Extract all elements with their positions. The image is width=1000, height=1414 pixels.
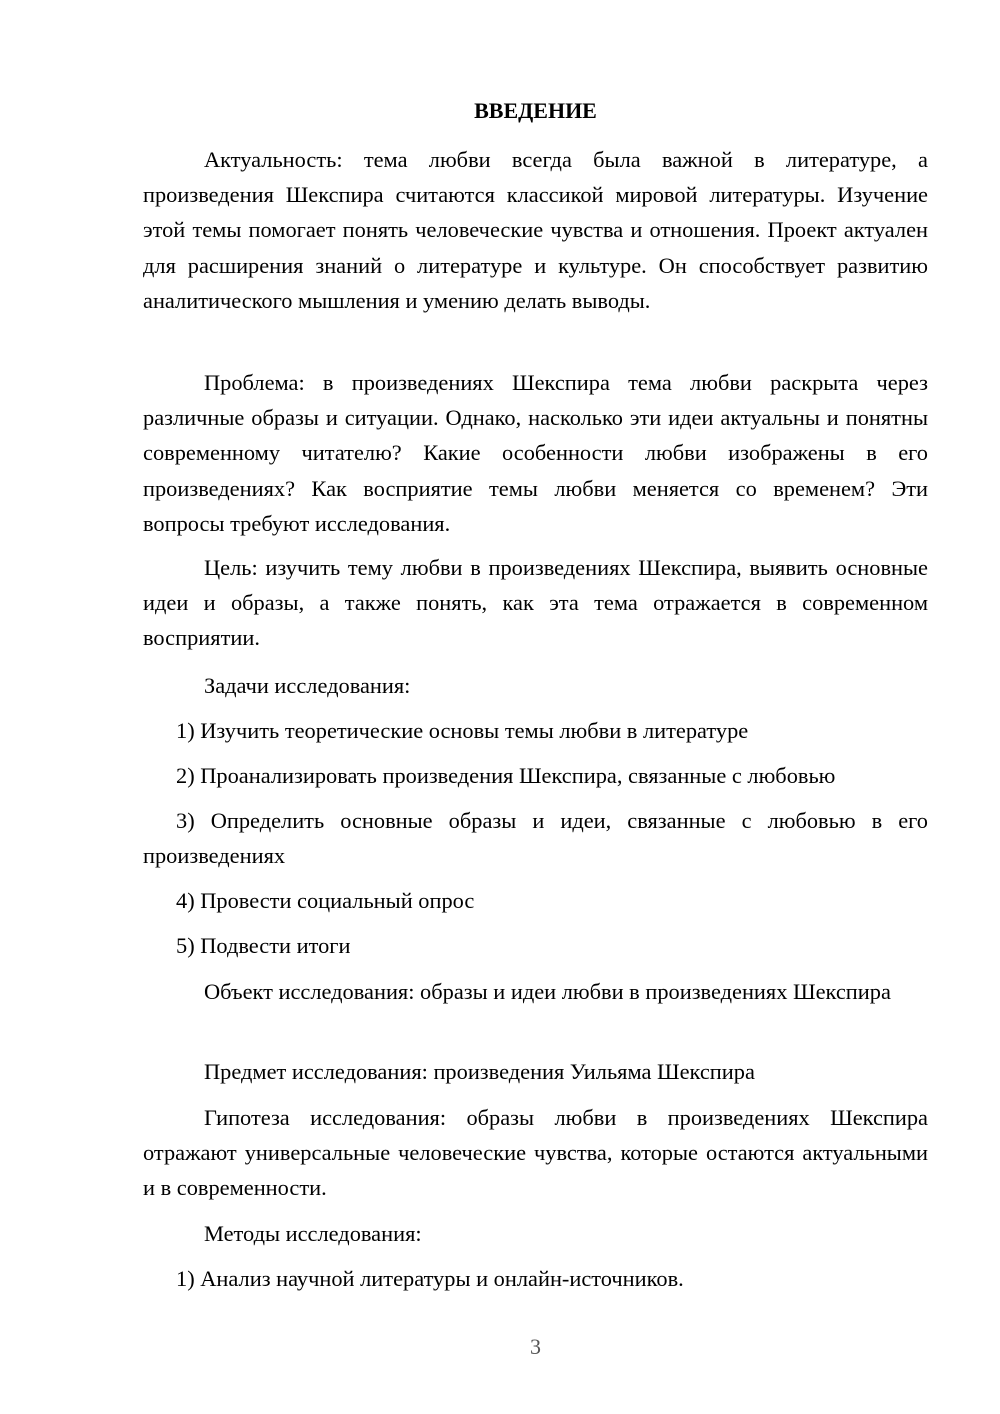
goal-paragraph: Цель: изучить тему любви в произведениях Шекспира, выявить основные идеи и образы, а также понять, как эта тема отражается в современном восприятии. <box>143 555 928 651</box>
document-page <box>143 0 928 1414</box>
problem-paragraph: Проблема: в произведениях Шекспира тема любви раскрыта через различные образы и ситуации. Однако, насколько эти идеи актуальны и понятны современному читателю? Какие особенности любви изображены в его произведениях? Как восприятие темы любви меняется со временем? Эти вопросы требуют исследования. <box>143 370 928 536</box>
method-item-1: 1) Анализ научной литературы и онлайн-источников. <box>176 1266 684 1291</box>
subject-paragraph: Предмет исследования: произведения Уильяма Шекспира <box>204 1059 755 1084</box>
task-item-1: 1) Изучить теоретические основы темы любви в литературе <box>176 718 749 743</box>
task-item-4: 4) Провести социальный опрос <box>176 888 475 913</box>
task-item-3: 3) Определить основные образы и идеи, связанные с любовью в его произведениях <box>143 808 928 869</box>
page-title: ВВЕДЕНИЕ <box>474 98 597 123</box>
hypothesis-paragraph: Гипотеза исследования: образы любви в произведениях Шекспира отражают универсальные человеческие чувства, которые остаются актуальными и в современности. <box>143 1105 928 1201</box>
object-paragraph: Объект исследования: образы и идеи любви в произведениях Шекспира <box>204 979 891 1004</box>
page-number: 3 <box>530 1334 541 1359</box>
relevance-paragraph: Актуальность: тема любви всегда была важной в литературе, а произведения Шекспира считаются классикой мировой литературы. Изучение этой темы помогает понять человеческие чувства и отношения. Проект актуален для расширения знаний о литературе и культуре. Он способствует развитию аналитического мышления и умению делать выводы. <box>143 147 928 313</box>
methods-label: Методы исследования: <box>204 1221 422 1246</box>
tasks-label: Задачи исследования: <box>204 673 411 698</box>
task-item-5: 5) Подвести итоги <box>176 933 351 958</box>
task-item-2: 2) Проанализировать произведения Шекспира, связанные с любовью <box>176 763 836 788</box>
